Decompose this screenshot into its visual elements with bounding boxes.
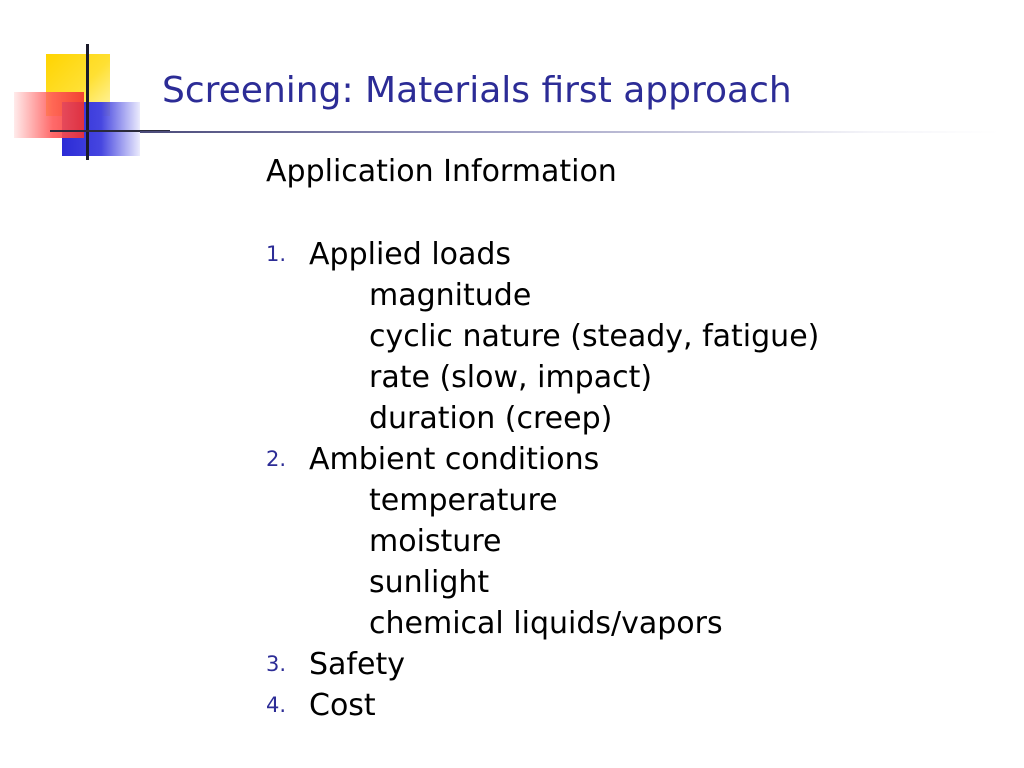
title-underline-rule [140,131,1000,133]
sub-item: chemical liquids/vapors [369,606,723,641]
list-number: 3. [266,652,287,676]
sub-list [309,480,819,644]
list-number: 1. [266,242,287,266]
list-number: 4. [266,693,287,717]
slide-title: Screening: Materials first approach [162,70,792,111]
sub-item: sunlight [369,565,490,600]
list-item-applied-loads [266,234,819,439]
sub-item: temperature [369,483,558,518]
sub-list [309,275,819,439]
sub-item: rate (slow, impact) [369,360,653,395]
list-item-label: Safety [309,647,405,682]
sub-item: magnitude [369,278,532,313]
sub-item: cyclic nature (steady, fatigue) [369,319,820,354]
list-item-label: Cost [309,688,376,723]
list-item-ambient-conditions [266,439,819,644]
slide-body [266,152,819,726]
sub-item: moisture [369,524,502,559]
list-item-cost [266,685,819,726]
list-item-label: Applied loads [309,237,512,272]
list-item-safety [266,644,819,685]
sub-item: duration (creep) [369,401,613,436]
body-heading: Application Information [266,154,617,189]
list-number: 2. [266,447,287,471]
numbered-list [266,234,819,726]
heading-spacer [266,192,819,234]
list-item-label: Ambient conditions [309,442,600,477]
logo-vertical-line [86,44,89,160]
